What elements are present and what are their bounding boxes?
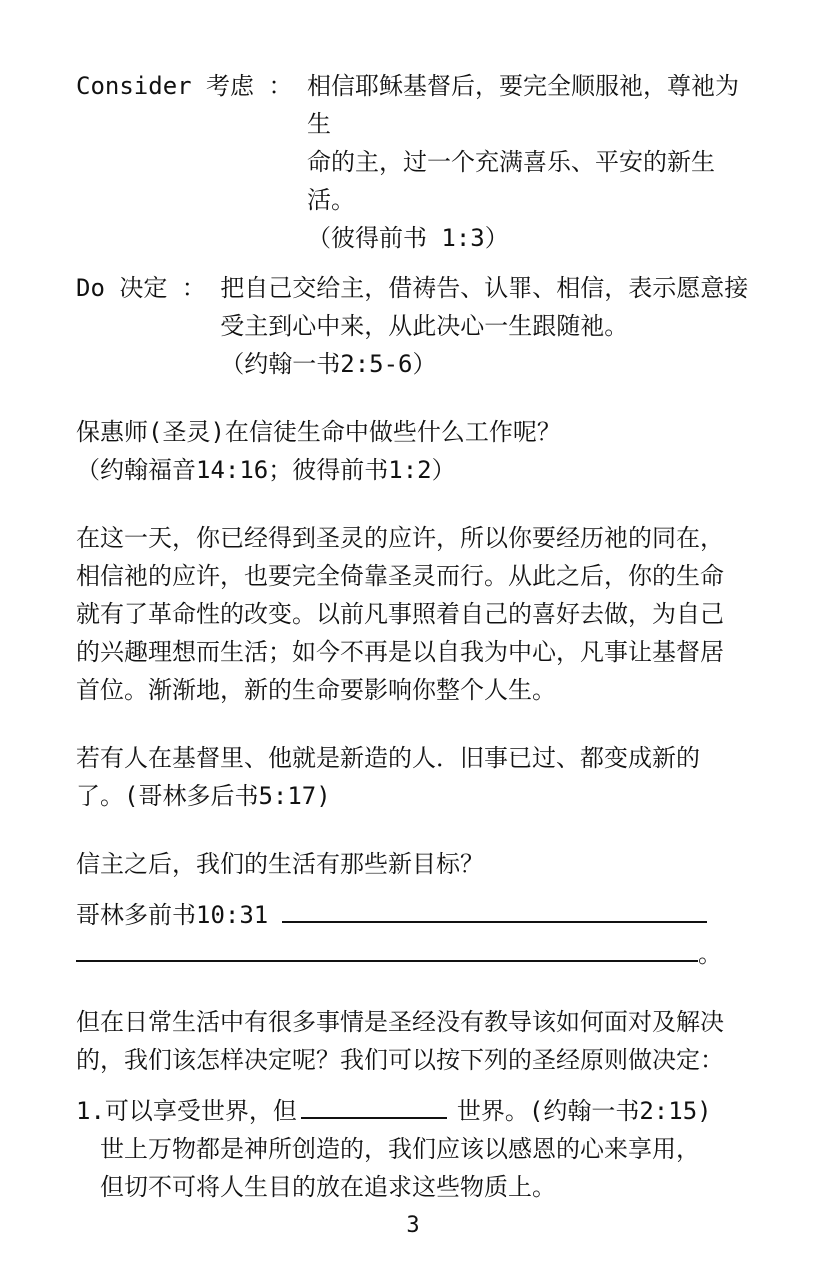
principle-item <box>76 1091 756 1206</box>
paragraph-line: 就有了革命性的改变。以前凡事照着自己的喜好去做，为自己 <box>76 600 724 628</box>
page-content <box>76 67 756 1206</box>
page-number: 3 <box>406 1213 420 1238</box>
holy-spirit-reference: （约翰福音14:16；彼得前书1:2） <box>76 456 456 484</box>
principle-suffix: 世界。(约翰一书2:15) <box>456 1097 712 1125</box>
answer-blank[interactable] <box>282 895 707 923</box>
paragraph-line: 在这一天，你已经得到圣灵的应许，所以你要经历祂的同在， <box>76 524 724 552</box>
goals-fill-in <box>76 895 756 973</box>
goals-fill-line <box>76 895 756 934</box>
consider-label: Consider 考虑 ： <box>76 72 307 100</box>
consider-reference: （彼得前书 1:3） <box>306 224 509 252</box>
decision-line: 但在日常生活中有很多事情是圣经没有教导该如何面对及解决 <box>76 1008 724 1036</box>
goals-question: 信主之后，我们的生活有那些新目标？ <box>76 850 484 878</box>
do-line: 受主到心中来，从此决心一生跟随祂。 <box>220 312 629 340</box>
consider-block <box>76 67 756 257</box>
principle-explanation: 世上万物都是神所创造的，我们应该以感恩的心来享用， <box>100 1135 700 1163</box>
consider-line: 命的主，过一个充满喜乐、平安的新生活。 <box>306 148 715 214</box>
do-block <box>76 269 756 383</box>
verse-line: 了。(哥林多后书5:17) <box>76 782 331 810</box>
answer-blank[interactable] <box>76 934 698 962</box>
goals-fill-line <box>76 934 756 973</box>
principle-heading <box>76 1091 756 1130</box>
decision-intro <box>76 1003 756 1079</box>
do-line: 把自己交给主，借祷告、认罪、相信，表示愿意接 <box>220 274 749 302</box>
holy-spirit-question: 保惠师(圣灵)在信徒生命中做些什么工作呢？ <box>76 418 561 446</box>
main-paragraph <box>76 519 756 709</box>
consider-line: 相信耶稣基督后，要完全顺服祂，尊祂为生 <box>306 72 739 138</box>
paragraph-line: 相信祂的应许，也要完全倚靠圣灵而行。从此之后，你的生命 <box>76 562 724 590</box>
principle-explanation: 但切不可将人生目的放在追求这些物质上。 <box>100 1173 556 1201</box>
do-reference: （约翰一书2:5-6） <box>220 350 437 378</box>
do-label: Do 决定 ： <box>76 274 221 302</box>
goals-reference: 哥林多前书10:31 <box>76 901 269 929</box>
decision-line: 的，我们该怎样决定呢？我们可以按下列的圣经原则做决定： <box>76 1046 724 1074</box>
verse-line: 若有人在基督里、他就是新造的人．旧事已过、都变成新的 <box>76 744 700 772</box>
principle-prefix: 1.可以享受世界，但 <box>76 1097 297 1125</box>
answer-blank[interactable] <box>301 1091 447 1119</box>
do-body <box>220 269 756 383</box>
paragraph-line: 首位。渐渐地，新的生命要影响你整个人生。 <box>76 676 556 704</box>
paragraph-line: 的兴趣理想而生活；如今不再是以自我为中心，凡事让基督居 <box>76 638 724 666</box>
goals-end-mark: 。 <box>698 940 722 968</box>
scripture-verse <box>76 739 756 815</box>
consider-body <box>307 67 756 257</box>
